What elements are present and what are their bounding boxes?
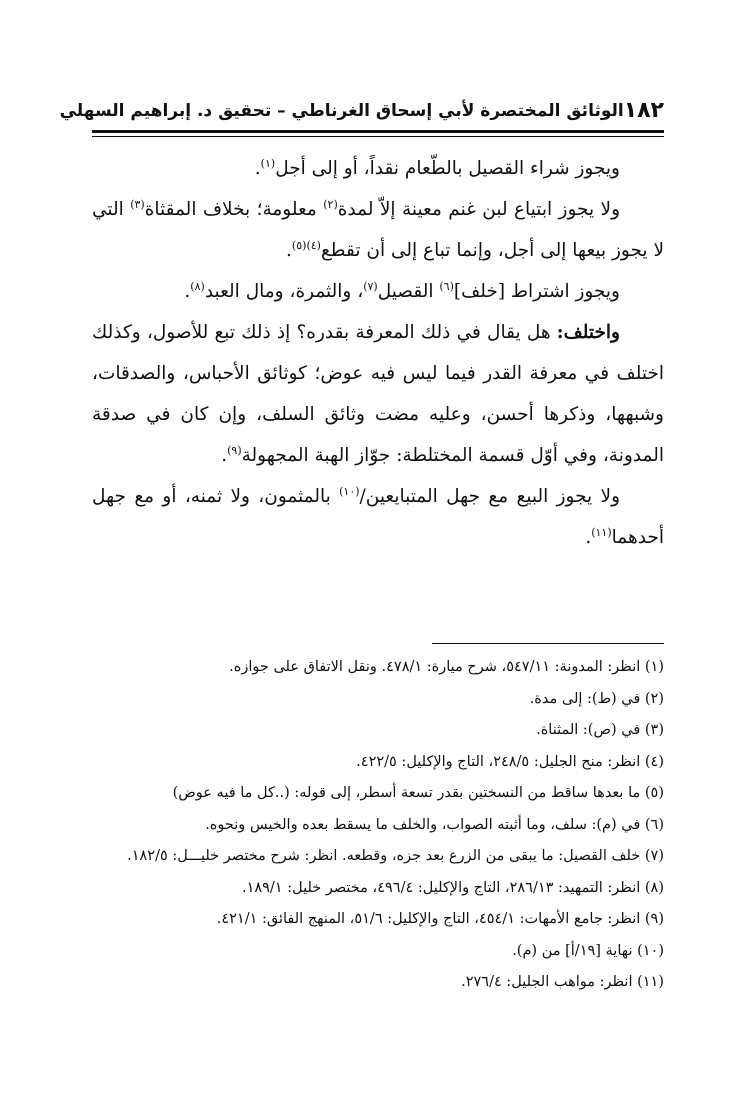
footnote-ref-3: (٣) [130,197,145,211]
paragraph-3-c: ، والثمرة، ومال العبد [204,281,364,302]
paragraph-4 [92,312,664,476]
paragraph-4-bold: واختلف: [556,322,620,343]
footnote-10: (١٠) نهاية [١٩/أ] من (م). [512,942,664,959]
header-rule-thin [92,136,664,137]
footnotes [92,652,664,999]
page-number: ١٨٢ [623,98,664,123]
paragraph-2 [92,189,664,271]
paragraph-4-line4: كان في صدقة المدونة، وفي أوّل قسمة المختلطة: جوّاز الهبة المجهولة [92,404,664,466]
paragraph-5 [92,476,664,558]
paragraph-4-line2: وكذلك اختلف في معرفة القدر فيما ليس فيه عوض؛ كوثائق الأحباس، [92,322,664,384]
footnote-9: (٩) انظر: جامع الأمهات: ٤٥٤/١، التاج والإكليل: ٥١/٦، المنهج الفائق: ٤٢١/١. [216,911,664,927]
paragraph-2-line1-b: معلومة؛ بخلاف المقثاة [144,199,324,220]
footnote-1: (١) انظر: المدونة: ٥٤٧/١١، شرح ميارة: ٤٧٨/١. ونقل الاتفاق على جوازه. [229,659,664,675]
paragraph-4-line3: والصدقات، وشبهها، وذكرها أحسن، وعليه مضت وثائق السلف، وإن [92,363,664,425]
paragraph-5-line1-b: بالمثمون، ولا ثمنه، أو مع [134,486,340,507]
footnote-ref-4: (٤) [306,238,321,252]
running-title: الوثائق المختصرة لأبي إسحاق الغرناطي – تحقيق د. إبراهيم السهلي [59,101,624,121]
paragraph-4-line1: هل يقال في ذلك المعرفة بقدره؟ إذ ذلك تبع للأصول، [146,322,557,343]
paragraph-1-text: ويجوز شراء القصيل بالطّعام نقداً، أو إلى أجل [275,158,620,179]
footnote-ref-7: (٧) [363,279,378,293]
header-rule-thick [92,130,664,133]
footnote-6: (٦) في (م): سلف، وما أثبته الصواب، والخلف ما يسقط بعده والخيس ونحوه. [205,816,664,833]
footnote-4: (٤) انظر: منح الجليل: ٢٤٨/٥، التاج والإكليل: ٤٢٢/٥. [356,753,664,770]
paragraph-2-line1-a: ولا يجوز ابتياع لبن غنم معينة إلاّ لمدة [337,199,620,220]
footnote-ref-10: (١٠) [339,484,360,498]
paragraph-3-b: القصيل [377,281,440,302]
paragraph-1 [92,148,664,189]
footnote-ref-5: (٥) [291,238,307,252]
paragraph-2-line2-a: التي لا يجوز بيعها إلى أجل، وإنما تباع إلى أن تقطع [92,199,664,261]
footnote-ref-2: (٢) [323,197,338,211]
paragraph-5-end: . [585,527,592,548]
footnote-8: (٨) انظر: التمهيد: ٢٨٦/١٣، التاج والإكليل: ٤٩٦/٤، مختصر خليل: ١٨٩/١. [241,879,664,896]
main-text [92,148,664,558]
footnote-11: (١١) انظر: مواهب الجليل: ٢٧٦/٤. [461,974,664,990]
paragraph-5-line2-a: جهل أحدهما [92,486,664,548]
footnote-ref-1: (١) [260,156,276,170]
page-header [59,92,664,126]
paragraph-2-end: . [286,240,292,261]
footnote-5: (٥) ما بعدها ساقط من النسختين بقدر تسعة أسطر، إلى قوله: (..كل ما فيه عوض) [172,785,664,801]
footnote-separator [432,643,664,644]
paragraph-3 [92,271,664,312]
paragraph-4-end: . [221,445,228,466]
paragraph-3-end: . [184,281,191,302]
footnote-3: (٣) في (ص): المثناة. [536,722,664,738]
footnote-ref-6: (٦) [439,279,454,293]
paragraph-3-a: ويجوز اشتراط [خلف] [453,281,620,302]
paragraph-5-line1-a: ولا يجوز البيع مع جهل المتبايعين/ [359,486,621,507]
footnote-ref-9: (٩) [227,443,242,457]
footnote-ref-8: (٨) [190,279,205,293]
footnote-2: (٢) في (ط): إلى مدة. [529,690,664,707]
footnote-ref-11: (١١) [591,525,612,539]
footnote-7: (٧) خلف القصيل: ما يبقى من الزرع بعد جزه، وقطعه. انظر: شرح مختصر خليـــل: ١٨٢/٥. [127,848,664,864]
paragraph-1-end: . [254,158,261,179]
